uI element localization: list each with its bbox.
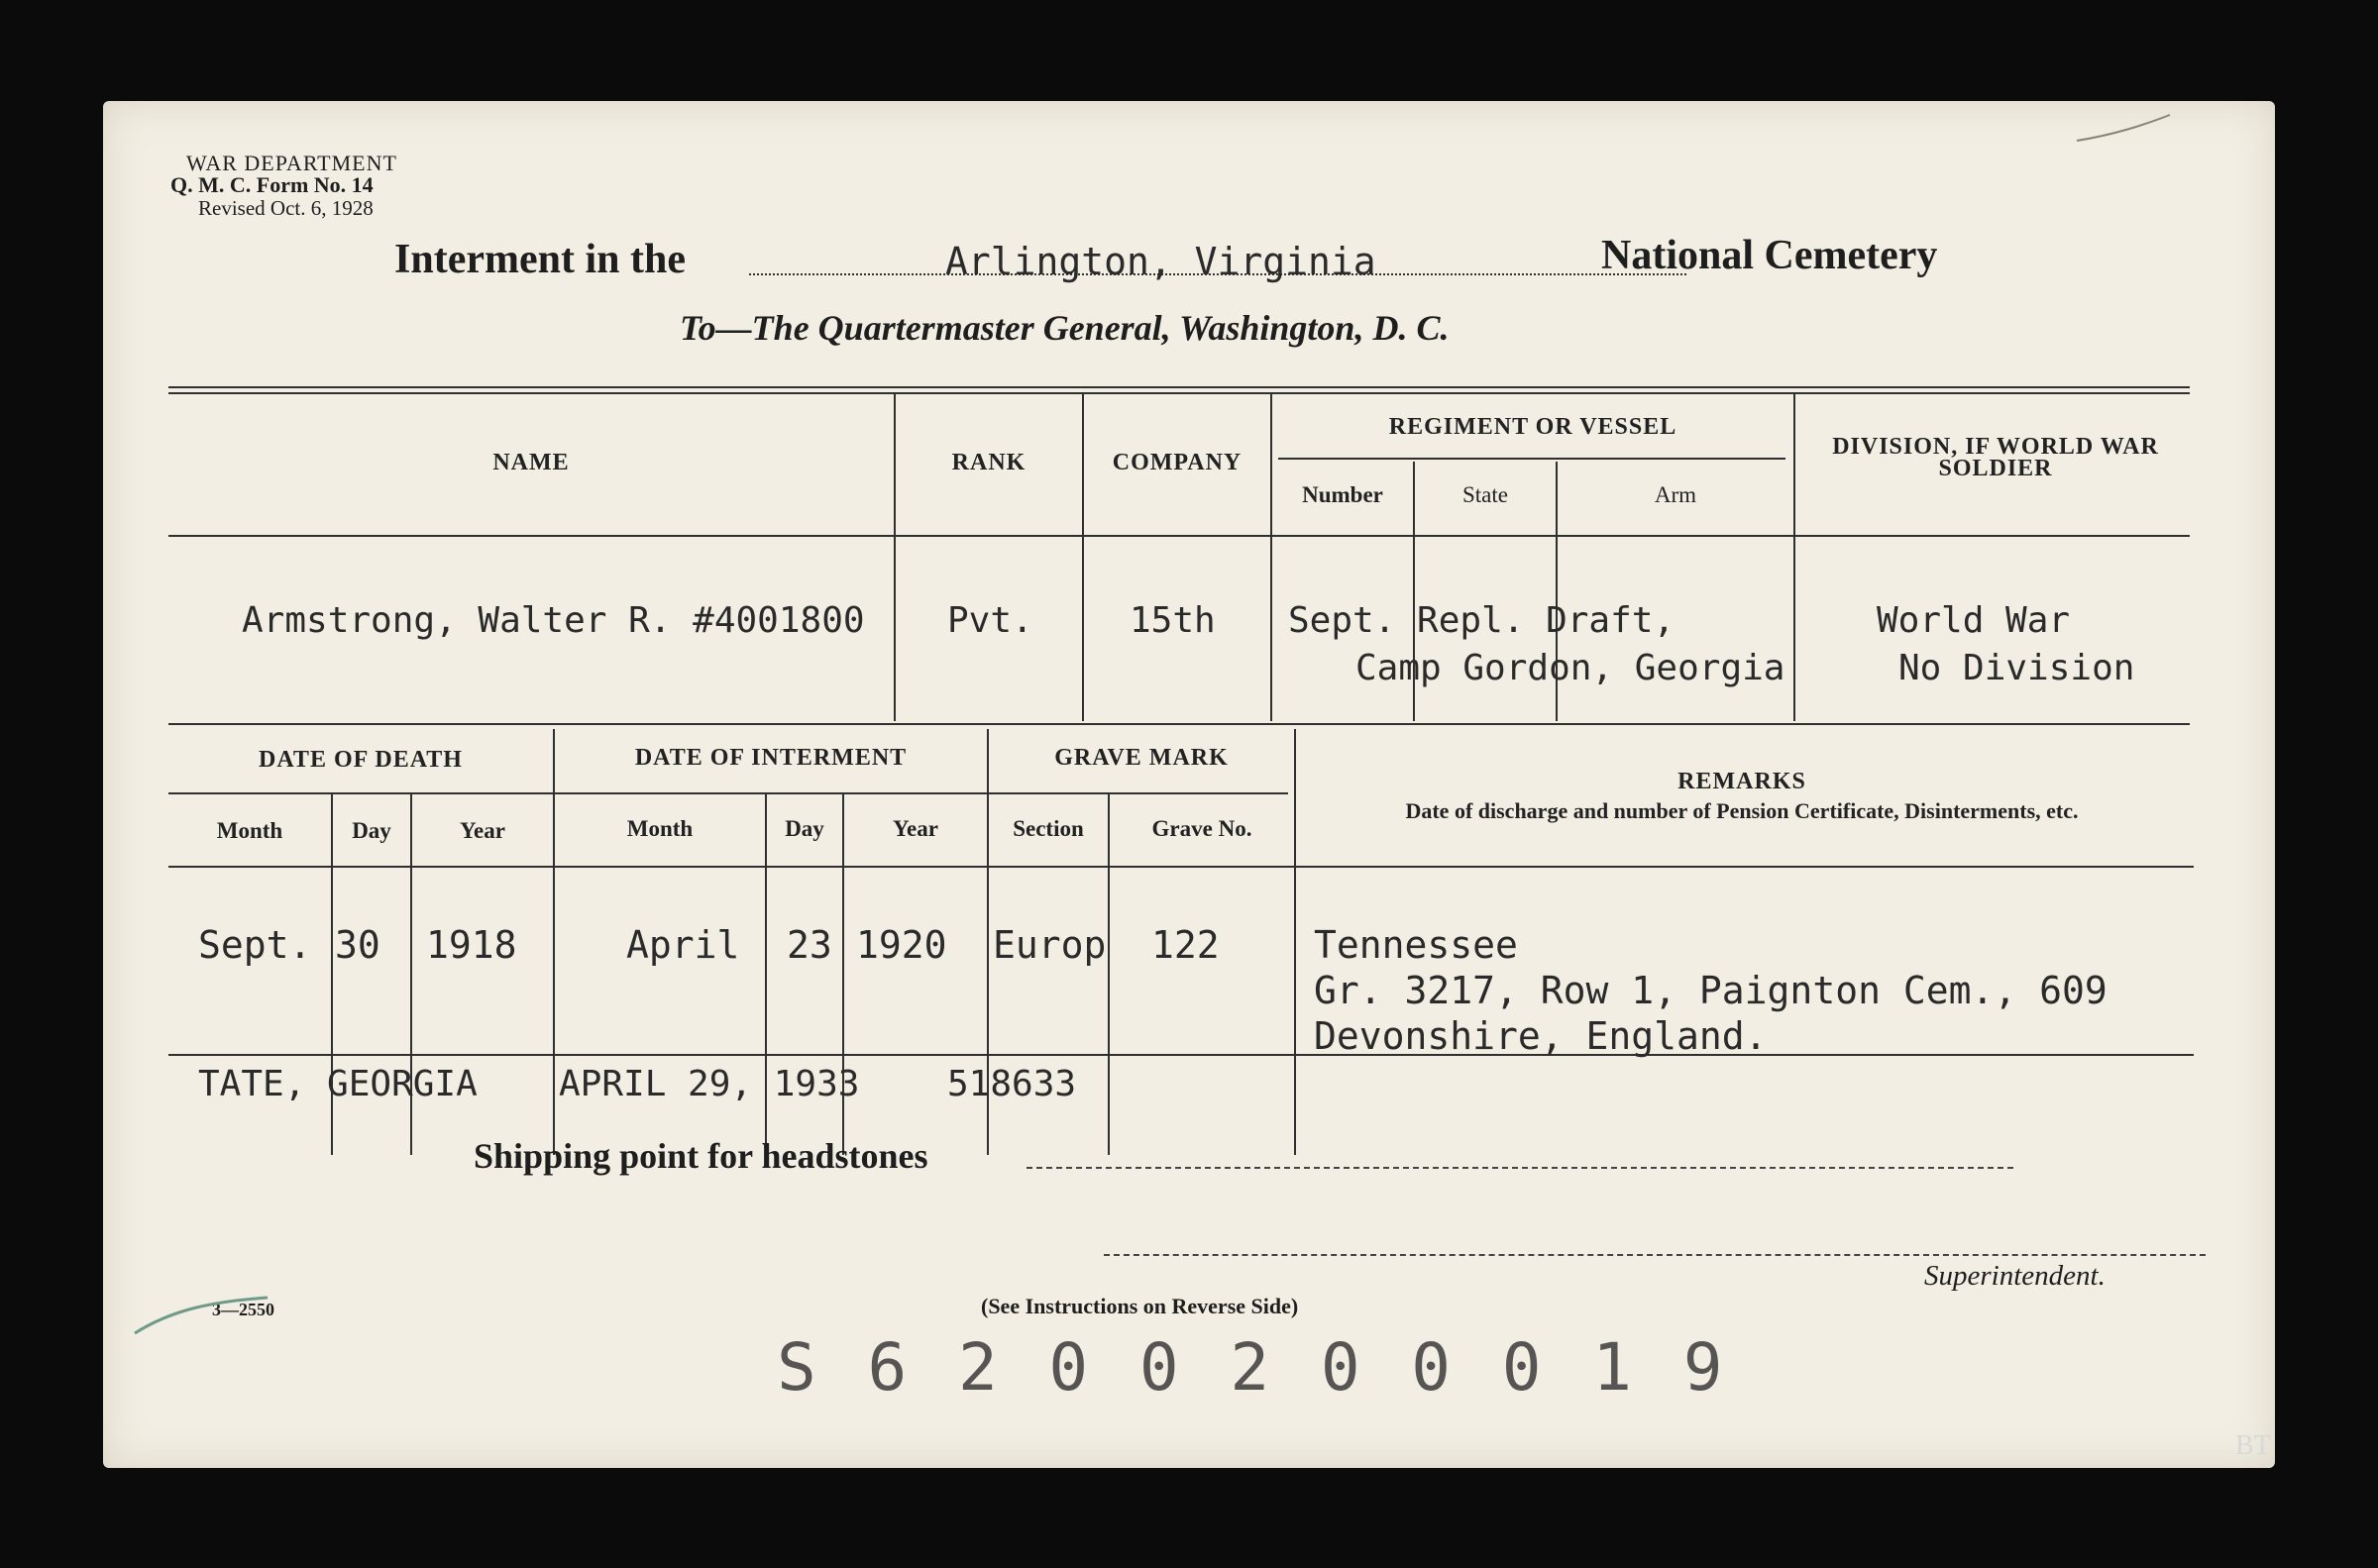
divider xyxy=(1270,394,1272,721)
header-division: DIVISION, IF WORLD WAR SOLDIER xyxy=(1832,434,2159,481)
interment-year: 1920 xyxy=(856,923,947,967)
header-reg-state: State xyxy=(1462,482,1508,507)
section-2-top-rule xyxy=(168,723,2190,725)
footer-date: APRIL 29, 1933 xyxy=(559,1064,860,1104)
top-rule xyxy=(168,386,2190,388)
divider xyxy=(1082,394,1084,721)
header-date-of-interment: DATE OF INTERMENT xyxy=(634,745,908,771)
remarks-line-2: Gr. 3217, Row 1, Paignton Cem., 609 xyxy=(1314,969,2108,1012)
header-interment-month: Month xyxy=(626,816,694,841)
superintendent-label: Superintendent. xyxy=(1924,1260,2106,1292)
header-grave-mark: GRAVE MARK xyxy=(1054,745,1229,771)
division-line-1: World War xyxy=(1877,600,2071,641)
header-date-of-death: DATE OF DEATH xyxy=(259,747,463,773)
remarks-line-3: Devonshire, England. xyxy=(1314,1014,1768,1058)
interment-day: 23 xyxy=(787,923,832,967)
header-name: NAME xyxy=(492,450,570,475)
header-reg-number: Number xyxy=(1302,482,1383,507)
cemetery-location: Arlington, Virginia xyxy=(945,240,1376,283)
header-death-day: Day xyxy=(352,818,391,843)
divider xyxy=(894,394,896,721)
division-line-2: No Division xyxy=(1898,648,2135,688)
header-regiment: REGIMENT OR VESSEL xyxy=(1388,414,1677,440)
header-death-year: Year xyxy=(460,818,505,843)
header-interment-day: Day xyxy=(785,816,824,841)
regiment-line-1: Sept. Repl. Draft, xyxy=(1288,600,1675,641)
death-year: 1918 xyxy=(426,923,517,967)
form-code: 3—2550 xyxy=(212,1300,274,1319)
shipping-label: Shipping point for headstones xyxy=(474,1136,928,1176)
header-remarks-sub: Date of discharge and number of Pension Certificate, Disinterments, etc. xyxy=(1405,798,2079,823)
header-death-month: Month xyxy=(216,818,283,843)
signature-line xyxy=(1104,1254,2206,1256)
pen-mark-icon xyxy=(133,1290,271,1339)
section-2-header-bottom-rule xyxy=(168,866,2194,868)
soldier-rank: Pvt. xyxy=(947,600,1033,641)
shipping-line xyxy=(1027,1167,2013,1169)
grave-section: Europ xyxy=(993,923,1107,967)
regiment-line-2: Camp Gordon, Georgia xyxy=(1355,648,1785,688)
date-subheader-rule xyxy=(168,792,1288,794)
section-2-bottom-rule xyxy=(168,1054,2194,1056)
death-day: 30 xyxy=(335,923,380,967)
header-interment-year: Year xyxy=(893,816,938,841)
regiment-subheader-rule xyxy=(1278,458,1785,460)
soldier-company: 15th xyxy=(1130,600,1216,641)
header-company: COMPANY xyxy=(1112,450,1243,475)
initials-mark: BT xyxy=(2235,1430,2271,1461)
header-grave-no: Grave No. xyxy=(1151,816,1252,841)
top-rule-2 xyxy=(168,392,2190,394)
death-month: Sept. xyxy=(198,923,312,967)
addressee-line: To—The Quartermaster General, Washington, D. C. xyxy=(680,308,1450,348)
interment-card xyxy=(103,101,2275,1468)
corner-pencil-mark-icon xyxy=(2075,111,2174,151)
grave-number: 122 xyxy=(1151,923,1220,967)
interment-label: Interment in the xyxy=(394,237,686,282)
header-reg-arm: Arm xyxy=(1654,482,1697,507)
header-remarks: REMARKS xyxy=(1677,769,1806,794)
interment-month: April xyxy=(626,923,740,967)
footer-number: 518633 xyxy=(947,1064,1077,1104)
revised-date-label: Revised Oct. 6, 1928 xyxy=(198,196,374,220)
stamped-number: S 6 2 0 0 2 0 0 0 1 9 xyxy=(777,1329,1729,1406)
header-bottom-rule xyxy=(168,535,2190,537)
war-department-label: WAR DEPARTMENT xyxy=(186,151,397,175)
header-rank: RANK xyxy=(951,450,1027,475)
instructions-note: (See Instructions on Reverse Side) xyxy=(981,1294,1299,1318)
remarks-line-1: Tennessee xyxy=(1314,923,1518,967)
soldier-name: Armstrong, Walter R. #4001800 xyxy=(242,600,865,641)
divider xyxy=(1108,794,1110,1155)
footer-state: TATE, GEORGIA xyxy=(198,1064,478,1104)
header-section: Section xyxy=(1013,816,1084,841)
divider xyxy=(1793,394,1795,721)
national-cemetery-label: National Cemetery xyxy=(1601,233,1938,278)
form-number-label: Q. M. C. Form No. 14 xyxy=(170,172,374,197)
